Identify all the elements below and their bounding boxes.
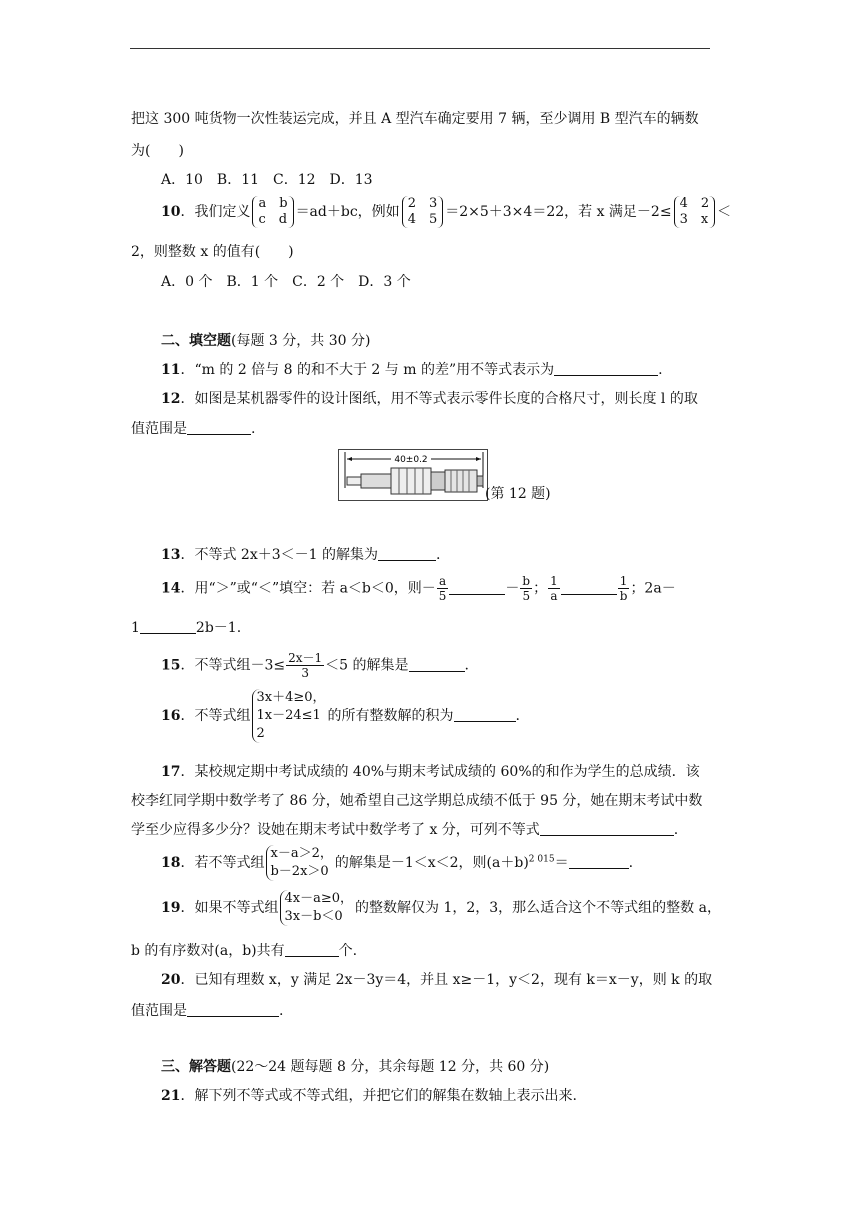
section2-heading	[161, 332, 370, 350]
q18-text2: 的解集是－1＜x＜2，则(a＋b)	[334, 855, 529, 871]
q13-text: ．不等式 2x＋3＜－1 的解集为	[180, 547, 379, 563]
q10-matrix-x-row2: 3 x	[679, 212, 709, 227]
q16	[161, 689, 520, 743]
q13-number: 13	[161, 547, 181, 563]
q14-fraction-a5	[437, 574, 449, 603]
q12-blank	[187, 420, 251, 435]
q20-line1	[161, 971, 712, 989]
q14-f2-num: b	[522, 574, 531, 588]
q20-number: 20	[161, 972, 181, 988]
machine-part-drawing	[339, 450, 487, 500]
q14-number: 14	[161, 580, 181, 597]
q14-f1-den: 5	[438, 589, 447, 603]
q12-text1: ．如图是某机器零件的设计图纸，用不等式表示零件长度的合格尺寸，则长度 l 的取	[180, 391, 698, 407]
q10-line2: 2，则整数 x 的值有( )	[131, 244, 294, 260]
q10-text4: ＜	[717, 204, 732, 220]
q17-line1	[161, 763, 700, 781]
q15-f-num: 2x－1	[288, 651, 323, 665]
section3-heading	[161, 1058, 549, 1076]
q19-row2: 3x－b＜0	[284, 909, 343, 924]
q14-fraction-b5	[520, 574, 532, 603]
q13-end: .	[436, 547, 441, 563]
q19	[161, 890, 721, 926]
q10-matrix-example	[402, 196, 444, 228]
q11-number: 11	[161, 362, 181, 378]
q20-text1: ．已知有理数 x，y 满足 2x－3y＝4，并且 x≥－1，y＜2，现有 k＝x－y，则 k 的取	[180, 972, 713, 988]
q18-end: .	[628, 855, 634, 871]
section2-title: 二、填空题	[161, 333, 231, 349]
q10-text2: ＝ad＋bc，例如	[295, 204, 400, 220]
q21-number: 21	[161, 1088, 181, 1104]
q20-line2	[131, 1002, 283, 1020]
q17-text3: 学至少应得多少分？设她在期末考试中数学考了 x 分，可列不等式	[131, 822, 540, 838]
q17-end: .	[673, 822, 679, 838]
q16-row2	[256, 707, 325, 725]
q11-text: ．“m 的 2 倍与 8 的和不大于 2 与 m 的差”用不等式表示为	[180, 362, 555, 378]
q18-blank	[569, 854, 629, 869]
q10-line1	[161, 196, 731, 228]
q14-blank1	[449, 580, 505, 595]
q16-system	[252, 689, 325, 743]
q15-number: 15	[161, 657, 181, 674]
dimension-label: 40±0.2	[394, 455, 428, 465]
q15-text1: ．不等式组－3≤	[180, 657, 286, 674]
q16-text1: ．不等式组	[180, 708, 251, 724]
q14-f3-num: 1	[550, 574, 558, 588]
q14-blank2	[561, 580, 617, 595]
q15-blank	[409, 657, 465, 672]
q18-text3: ＝	[554, 855, 569, 871]
q18-exponent: 2 015	[528, 854, 555, 865]
q16-number: 16	[161, 708, 181, 724]
q21	[161, 1087, 577, 1105]
q16-blank	[454, 707, 516, 722]
q18	[161, 845, 633, 881]
q14-f3-den: a	[550, 589, 558, 603]
q19-row1: 4x－a≥0，	[284, 891, 354, 906]
q10-matrix-def	[252, 196, 293, 228]
q17-number: 17	[161, 764, 181, 780]
q10-options: A．0 个 B．1 个 C．2 个 D．3 个	[161, 274, 411, 290]
q14-text4: ；2a－	[630, 580, 676, 597]
q17-text1: ．某校规定期中考试成绩的 40%与期末考试成绩的 60%的和作为学生的总成绩．该	[180, 764, 700, 780]
q9-options: A．10 B．11 C．12 D．13	[161, 172, 373, 188]
q20-blank	[187, 1002, 279, 1017]
q19-text1: ．如果不等式组	[180, 900, 279, 916]
q14-f4-den: b	[619, 589, 628, 603]
q15	[161, 651, 469, 680]
q21-text: ．解下列不等式或不等式组，并把它们的解集在数轴上表示出来.	[180, 1088, 577, 1104]
q11-end: .	[658, 362, 663, 378]
q10-matrix-example-row1: 2 3	[407, 196, 438, 211]
q20-end: .	[279, 1003, 284, 1019]
q19-line2	[131, 942, 357, 960]
q13-blank	[378, 546, 436, 561]
q10-number: 10	[161, 204, 181, 220]
q12-number: 12	[161, 391, 181, 407]
q9-line1: 把这 300 吨货物一次性装运完成，并且 A 型汽车确定要用 7 辆，至少调用 B 型汽车的辆数	[131, 111, 699, 127]
q14-line2b: 2b－1.	[195, 620, 242, 636]
q18-text1: ．若不等式组	[180, 855, 265, 871]
q10-matrix-x-row1: 4 2	[679, 196, 710, 211]
figure-caption: (第 12 题)	[485, 486, 551, 502]
q14-fraction-1a	[548, 574, 560, 603]
q19-text2: 的整数解仅为 1，2，3，那么适合这个不等式组的整数 a，	[355, 900, 721, 916]
section3-title: 三、解答题	[161, 1059, 231, 1075]
q19-text3: b 的有序数对(a，b)共有	[131, 943, 285, 959]
q19-blank	[285, 942, 339, 957]
q9-line2: 为( )	[131, 143, 184, 159]
q10-matrix-def-row2: c d	[258, 212, 288, 227]
q14-line1	[161, 574, 676, 603]
q15-f-den: 3	[301, 666, 309, 680]
q18-row2: b－2x＞0	[270, 864, 329, 879]
header-rule	[130, 48, 710, 49]
q10-matrix-x	[674, 196, 716, 228]
q14-f1-num: a	[437, 574, 449, 589]
q11-blank	[554, 361, 658, 376]
q15-fraction	[286, 651, 324, 680]
q20-text2: 值范围是	[131, 1003, 187, 1019]
q10-matrix-def-row1: a b	[258, 196, 288, 211]
q16-end: .	[515, 708, 520, 724]
q17-blank	[540, 821, 674, 836]
q12-text2: 值范围是	[131, 421, 187, 437]
q12-line2	[131, 420, 255, 438]
q15-text2: ＜5 的解集是	[325, 657, 409, 674]
q18-system	[266, 845, 332, 881]
q18-number: 18	[161, 855, 181, 871]
q16-row2a: 1	[256, 708, 265, 723]
machine-part-figure	[338, 449, 488, 501]
q16-row3: 2	[256, 726, 265, 741]
q10-text3: ＝2×5＋3×4＝22，若 x 满足－2≤	[445, 204, 672, 220]
q18-row1: x－a＞2，	[270, 846, 333, 861]
q14-f4-num: 1	[618, 574, 630, 589]
q13	[161, 546, 440, 564]
q17-line3	[131, 821, 678, 839]
section3-note: (22～24 题每题 8 分，其余每题 12 分，共 60 分)	[231, 1059, 550, 1075]
q10-text1: ．我们定义	[180, 204, 251, 220]
q10-matrix-example-row2: 4 5	[407, 212, 438, 227]
q12-end: .	[251, 421, 256, 437]
q11	[161, 361, 663, 379]
q14-text1: ．用“＞”或“＜”填空：若 a＜b＜0，则－	[180, 580, 436, 597]
q15-end: .	[464, 657, 469, 674]
q16-row1: 3x＋4≥0，	[256, 690, 326, 705]
q14-fraction-1b	[618, 574, 630, 603]
q14-blank3	[140, 619, 196, 634]
q14-line2	[131, 619, 241, 637]
q16-row2b: x－24≤1	[264, 708, 321, 723]
section2-note: (每题 3 分，共 30 分)	[231, 333, 371, 349]
q14-text2: －	[505, 580, 520, 597]
q17-line2: 校李红同学期中数学考了 86 分，她希望自己这学期总成绩不低于 95 分，她在期末考试中数	[131, 793, 703, 809]
q19-end: 个.	[338, 943, 358, 959]
q12-line1	[161, 390, 698, 408]
q19-system	[280, 890, 353, 926]
q14-f2-den: 5	[522, 589, 531, 603]
q14-text3: ；	[533, 580, 548, 597]
q19-number: 19	[161, 900, 181, 916]
q14-line2a: 1	[131, 620, 140, 636]
q16-text2: 的所有整数解的积为	[327, 708, 454, 724]
